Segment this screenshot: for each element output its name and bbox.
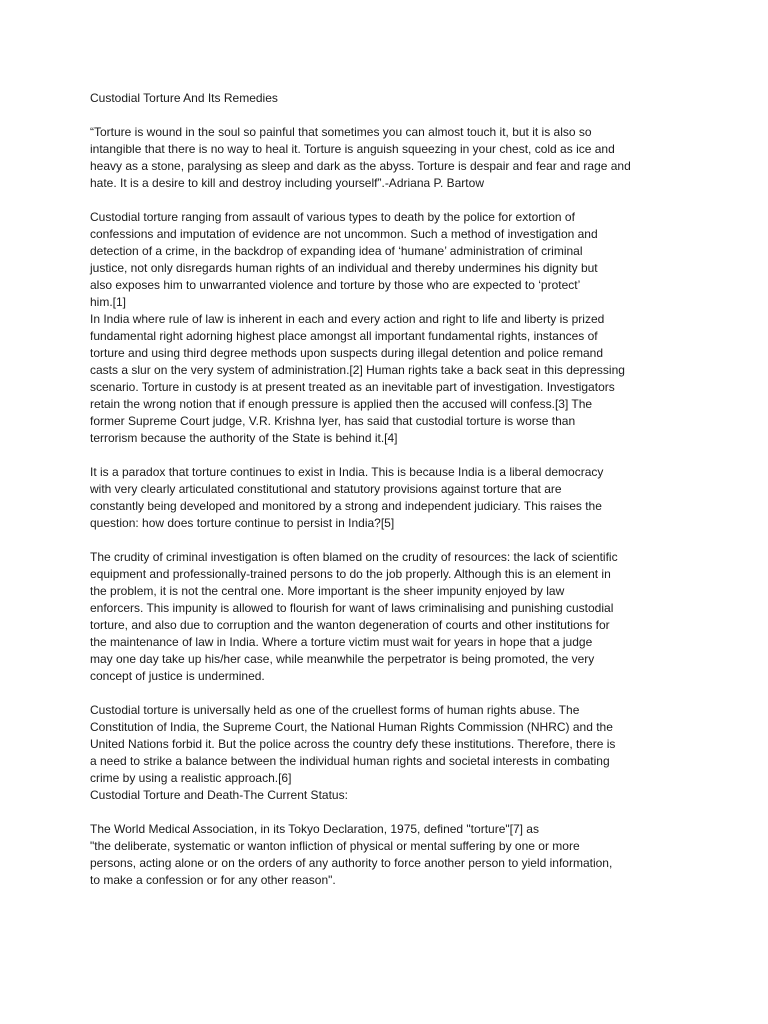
text-line: a need to strike a balance between the individual human rights and societal interests in combating (90, 754, 610, 768)
document-body (90, 124, 660, 889)
text-line: equipment and professionally-trained persons to do the job properly. Although this is an element in (90, 567, 611, 581)
text-line: persons, acting alone or on the orders of any authority to force another person to yield information, (90, 856, 613, 870)
paragraph (90, 549, 660, 685)
text-line: confessions and imputation of evidence are not uncommon. Such a method of investigation and (90, 227, 598, 241)
text-line: "the deliberate, systematic or wanton infliction of physical or mental suffering by one or more (90, 839, 580, 853)
text-line: him.[1] (90, 295, 127, 309)
document-title: Custodial Torture And Its Remedies (90, 91, 278, 105)
text-line: torture, and also due to corruption and the wanton degeneration of courts and other institutions for (90, 618, 610, 632)
paragraph (90, 209, 660, 447)
text-line: may one day take up his/her case, while meanwhile the perpetrator is being promoted, the very (90, 652, 595, 666)
text-line: “Torture is wound in the soul so painful that sometimes you can almost touch it, but it is also so (90, 125, 592, 139)
document-page (90, 90, 660, 906)
text-line: detection of a crime, in the backdrop of expanding idea of ‘humane’ administration of criminal (90, 244, 583, 258)
text-line: justice, not only disregards human rights of an individual and thereby undermines his dignity but (90, 261, 598, 275)
text-line: The World Medical Association, in its Tokyo Declaration, 1975, defined "torture"[7] as (90, 822, 539, 836)
text-line: crime by using a realistic approach.[6] (90, 771, 292, 785)
text-line: terrorism because the authority of the State is behind it.[4] (90, 431, 398, 445)
text-line: concept of justice is undermined. (90, 669, 265, 683)
text-line: The crudity of criminal investigation is often blamed on the crudity of resources: the lack of scientific (90, 550, 618, 564)
text-line: also exposes him to unwarranted violence and torture by those who are expected to ‘protect’ (90, 278, 581, 292)
paragraph (90, 464, 660, 532)
text-line: casts a slur on the very system of administration.[2] Human rights take a back seat in this depressing (90, 363, 625, 377)
text-line: It is a paradox that torture continues to exist in India. This is because India is a liberal democracy (90, 465, 604, 479)
paragraph (90, 702, 660, 804)
text-line: to make a confession or for any other reason". (90, 873, 336, 887)
text-line: the maintenance of law in India. Where a torture victim must wait for years in hope that a judge (90, 635, 593, 649)
text-line: In India where rule of law is inherent in each and every action and right to life and liberty is prized (90, 312, 605, 326)
text-line: Constitution of India, the Supreme Court, the National Human Rights Commission (NHRC) and the (90, 720, 613, 734)
text-line: intangible that there is no way to heal it. Torture is anguish squeezing in your chest, cold as ice and (90, 142, 615, 156)
text-line: fundamental right adorning highest place amongst all important fundamental rights, instances of (90, 329, 598, 343)
text-line: the problem, it is not the central one. More important is the sheer impunity enjoyed by law (90, 584, 565, 598)
text-line: United Nations forbid it. But the police across the country defy these institutions. Therefore, there is (90, 737, 616, 751)
text-line: Custodial Torture and Death-The Current Status: (90, 788, 348, 802)
text-line: enforcers. This impunity is allowed to flourish for want of laws criminalising and punishing custodial (90, 601, 614, 615)
paragraph (90, 821, 660, 889)
text-line: question: how does torture continue to persist in India?[5] (90, 516, 395, 530)
text-line: torture and using third degree methods upon suspects during illegal detention and police remand (90, 346, 603, 360)
text-line: former Supreme Court judge, V.R. Krishna Iyer, has said that custodial torture is worse than (90, 414, 576, 428)
text-line: heavy as a stone, paralysing as sleep and dark as the abyss. Torture is despair and fear and rage and (90, 159, 631, 173)
text-line: scenario. Torture in custody is at present treated as an inevitable part of investigation. Investigators (90, 380, 615, 394)
text-line: constantly being developed and monitored by a strong and independent judiciary. This raises the (90, 499, 602, 513)
text-line: retain the wrong notion that if enough pressure is applied then the accused will confess.[3] The (90, 397, 593, 411)
text-line: hate. It is a desire to kill and destroy including yourself”.-Adriana P. Bartow (90, 176, 484, 190)
paragraph (90, 124, 660, 192)
text-line: Custodial torture ranging from assault of various types to death by the police for extortion of (90, 210, 575, 224)
text-line: with very clearly articulated constitutional and statutory provisions against torture that are (90, 482, 562, 496)
text-line: Custodial torture is universally held as one of the cruellest forms of human rights abuse. The (90, 703, 580, 717)
